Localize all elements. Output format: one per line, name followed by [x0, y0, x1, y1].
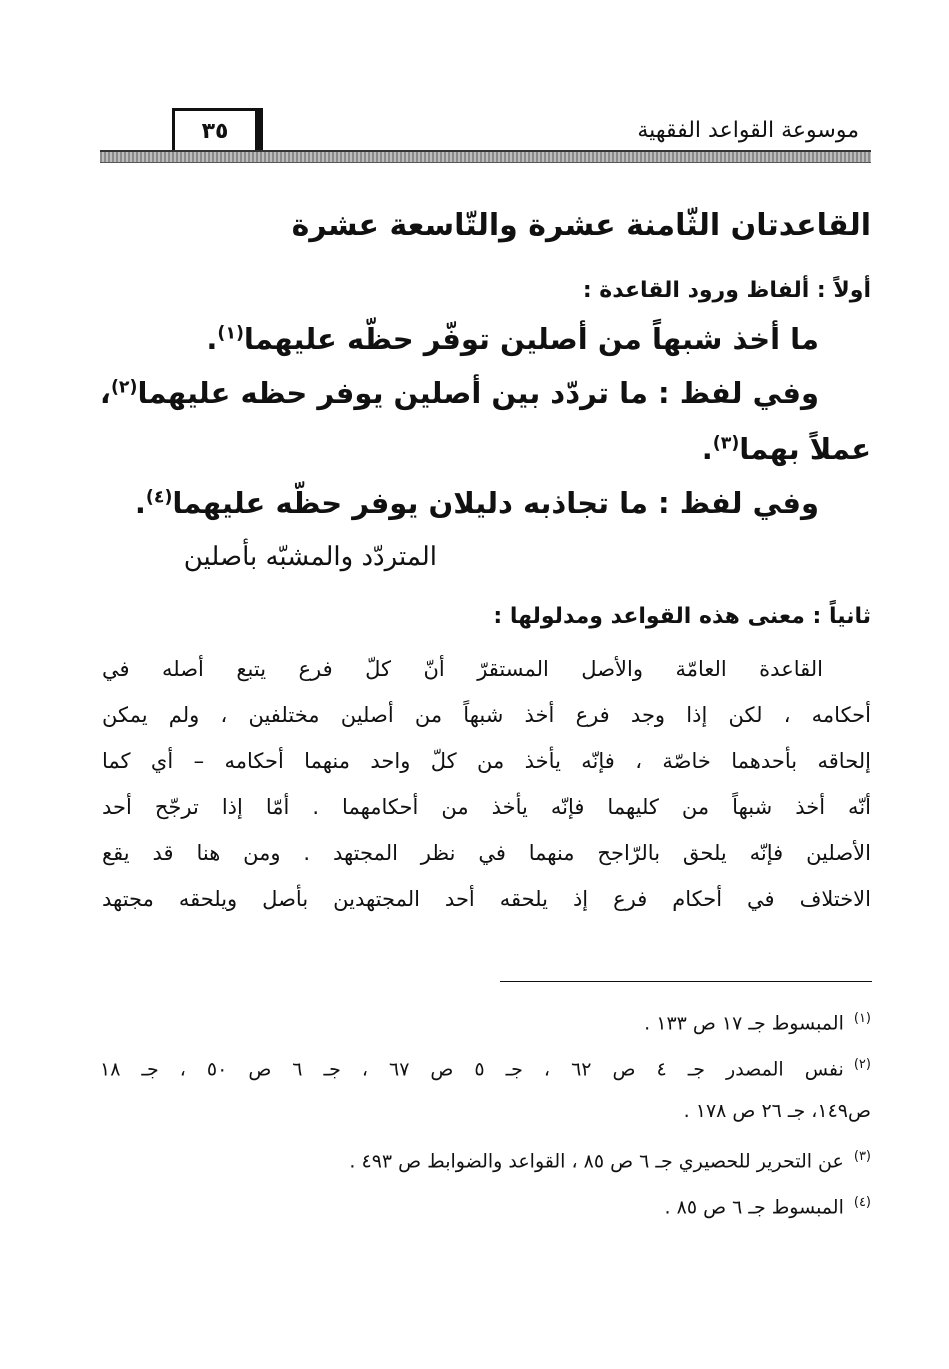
footnote-separator: [500, 981, 872, 982]
footnote-text: ص١٤٩، جـ ٢٦ ص ١٧٨ .: [683, 1100, 871, 1122]
formulation-punct: .: [206, 322, 218, 356]
running-title: موسوعة القواعد الفقهية: [637, 118, 859, 143]
formulation-text: ما أخذ شبهاً من أصلين توفّر حظّه عليهما: [243, 322, 819, 356]
formulation-text: وفي لفظ : ما تجاذبه دليلان يوفر حظّه عليهما: [172, 486, 819, 520]
paragraph-line: أنّه أخذ شبهاً من كليهما فإنّه يأخذ من أحكامهما . أمّا إذا ترجّح أحد: [102, 795, 871, 819]
paragraph-line: الأصلين فإنّه يلحق بالرّاجح منهما في نظر المجتهد . ومن هنا قد يقع: [102, 841, 871, 865]
footnote-number: (٢): [853, 1057, 871, 1072]
section-heading-formulations: أولاً : ألفاظ ورود القاعدة :: [582, 278, 871, 303]
footnotes: [100, 996, 871, 1226]
footnote-number: (٣): [853, 1149, 871, 1164]
rule-caption: المتردّد والمشبّه بأصلين: [183, 542, 437, 572]
formulation-line: [100, 376, 819, 410]
footnote-ref: (٣): [712, 433, 740, 454]
footnote-number: (١): [853, 1011, 871, 1026]
footnote: [100, 1180, 871, 1226]
formulation-line: [135, 486, 819, 520]
page-number-box: [172, 108, 263, 154]
paragraph-line: الاختلاف في أحكام فرع إذ يلحقه أحد المجتهدين بأصل ويلحقه مجتهد: [102, 887, 871, 911]
paragraph-line: القاعدة العامّة والأصل المستقرّ أنّ كلّ فرع يتبع أصله في: [102, 657, 823, 681]
rule-title: القاعدتان الثّامنة عشرة والتّاسعة عشرة: [291, 208, 871, 243]
formulation-line: [206, 322, 819, 356]
formulation-punct: ،: [99, 376, 111, 410]
footnote-text: المبسوط جـ ١٧ ص ١٣٣ .: [644, 1012, 844, 1035]
paragraph-line: أحكامه ، لكن إذا وجد فرع أخذ شبهاً من أصلين مختلفين ، ولم يمكن: [102, 703, 871, 727]
formulation-punct: .: [134, 486, 146, 520]
formulation-text: وفي لفظ : ما تردّد بين أصلين يوفر حظه عليهما: [137, 376, 819, 410]
footnote: [100, 1042, 871, 1088]
footnote-text: نفس المصدر جـ ٤ ص ٦٢ ، جـ ٥ ص ٦٧ ، جـ ٦ ص ٥٠ ، جـ ١٨: [100, 1058, 844, 1081]
footnote-continuation: [100, 1088, 871, 1134]
formulation-punct: .: [701, 432, 713, 466]
footnote-text: عن التحرير للحصيري جـ ٦ ص ٨٥ ، القواعد والضوابط ص ٤٩٣ .: [349, 1150, 844, 1173]
body-paragraph: [102, 646, 871, 922]
formulation-text: عملاً بهما: [739, 432, 871, 466]
footnote-ref: (٤): [145, 487, 173, 508]
footnote: [100, 1134, 871, 1180]
section-heading-meaning: ثانياً : معنى هذه القواعد ومدلولها :: [493, 604, 871, 629]
formulation-line: [702, 432, 871, 466]
footnote-ref: (١): [217, 323, 244, 344]
footnote-text: المبسوط جـ ٦ ص ٨٥ .: [664, 1196, 844, 1219]
footnote-number: (٤): [853, 1195, 871, 1210]
page-number: ٣٥: [201, 118, 229, 144]
footnote: [100, 996, 871, 1042]
header-rule: [100, 150, 871, 163]
paragraph-line: إلحاقه بأحدهما خاصّة ، فإنّه يأخذ من كلّ واحد منهما أحكامه – أي كما: [102, 749, 871, 773]
footnote-ref: (٢): [110, 377, 138, 398]
